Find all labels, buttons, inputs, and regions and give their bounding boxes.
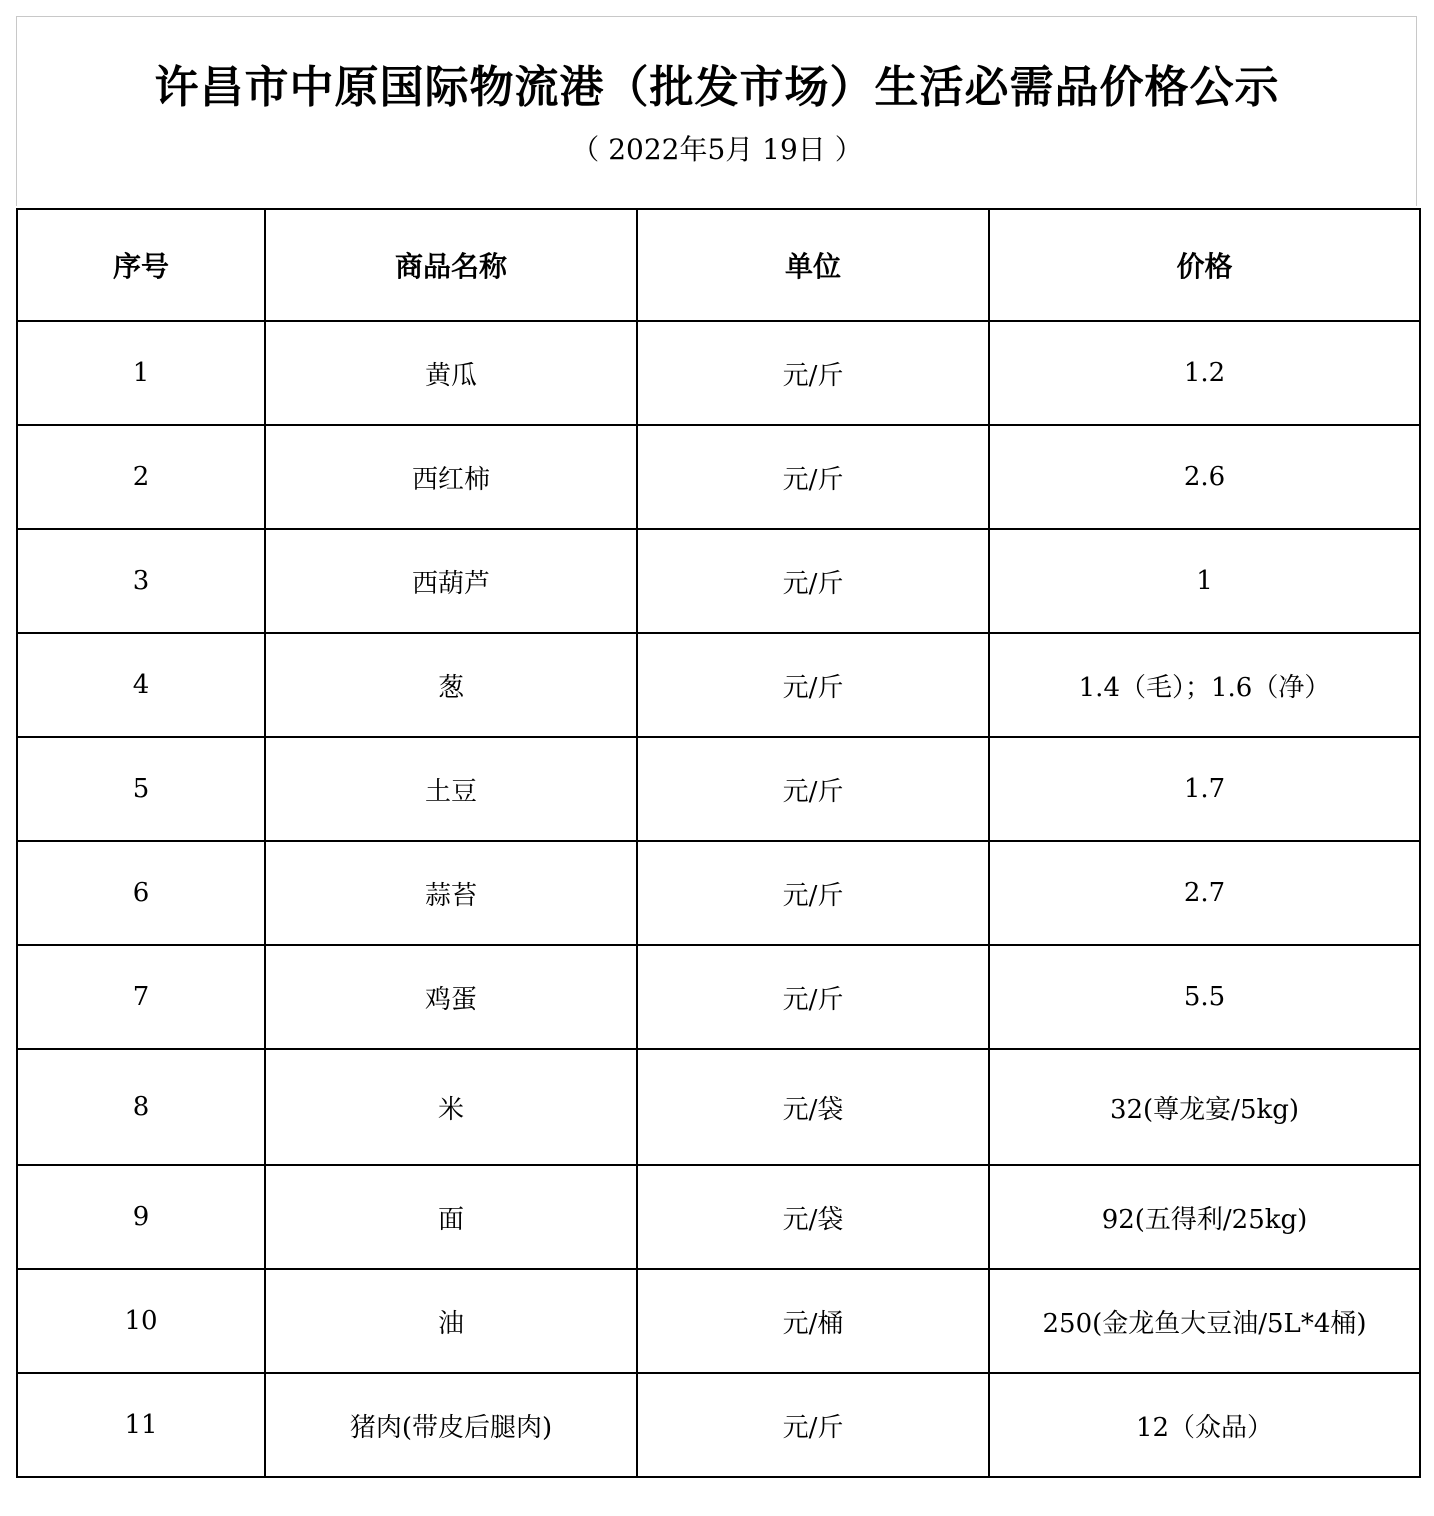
cell-unit: 元/桶 xyxy=(637,1269,989,1373)
cell-name: 土豆 xyxy=(265,737,637,841)
cell-unit: 元/斤 xyxy=(637,529,989,633)
cell-name: 西葫芦 xyxy=(265,529,637,633)
cell-no: 7 xyxy=(17,945,265,1049)
cell-no: 9 xyxy=(17,1165,265,1269)
cell-unit: 元/斤 xyxy=(637,737,989,841)
header-price: 价格 xyxy=(989,209,1420,321)
table-row xyxy=(17,1049,1420,1165)
cell-name: 猪肉(带皮后腿肉) xyxy=(265,1373,637,1477)
cell-price: 1 xyxy=(989,529,1420,633)
cell-unit: 元/斤 xyxy=(637,1373,989,1477)
table-row xyxy=(17,1373,1420,1477)
cell-price: 5.5 xyxy=(989,945,1420,1049)
page-title: 许昌市中原国际物流港（批发市场）生活必需品价格公示 xyxy=(154,62,1280,113)
table-row xyxy=(17,945,1420,1049)
table-row xyxy=(17,737,1420,841)
cell-price: 1.7 xyxy=(989,737,1420,841)
table-row xyxy=(17,529,1420,633)
cell-no: 5 xyxy=(17,737,265,841)
cell-no: 11 xyxy=(17,1373,265,1477)
table-row xyxy=(17,321,1420,425)
cell-no: 4 xyxy=(17,633,265,737)
cell-unit: 元/斤 xyxy=(637,633,989,737)
cell-price: 2.6 xyxy=(989,425,1420,529)
cell-no: 1 xyxy=(17,321,265,425)
cell-price: 32(尊龙宴/5kg) xyxy=(989,1049,1420,1165)
table-row xyxy=(17,1165,1420,1269)
table-row xyxy=(17,633,1420,737)
table-row xyxy=(17,425,1420,529)
cell-no: 3 xyxy=(17,529,265,633)
cell-unit: 元/斤 xyxy=(637,321,989,425)
cell-name: 蒜苔 xyxy=(265,841,637,945)
cell-name: 葱 xyxy=(265,633,637,737)
cell-price: 1.4（毛）；1.6（净） xyxy=(989,633,1420,737)
cell-price: 1.2 xyxy=(989,321,1420,425)
cell-name: 米 xyxy=(265,1049,637,1165)
cell-unit: 元/斤 xyxy=(637,945,989,1049)
header-unit: 单位 xyxy=(637,209,989,321)
header-name: 商品名称 xyxy=(265,209,637,321)
cell-name: 油 xyxy=(265,1269,637,1373)
cell-price: 92(五得利/25kg) xyxy=(989,1165,1420,1269)
table-row xyxy=(17,1269,1420,1373)
cell-name: 黄瓜 xyxy=(265,321,637,425)
publish-date: （ 2022年5月 19日 ） xyxy=(571,133,863,166)
price-table xyxy=(16,208,1421,1478)
cell-unit: 元/斤 xyxy=(637,841,989,945)
table-row xyxy=(17,841,1420,945)
header-no: 序号 xyxy=(17,209,265,321)
cell-no: 6 xyxy=(17,841,265,945)
cell-price: 2.7 xyxy=(989,841,1420,945)
cell-unit: 元/袋 xyxy=(637,1165,989,1269)
cell-price: 12（众品） xyxy=(989,1373,1420,1477)
cell-no: 8 xyxy=(17,1049,265,1165)
cell-unit: 元/袋 xyxy=(637,1049,989,1165)
cell-price: 250(金龙鱼大豆油/5L*4桶) xyxy=(989,1269,1420,1373)
cell-no: 10 xyxy=(17,1269,265,1373)
table-header-row xyxy=(17,209,1420,321)
cell-name: 面 xyxy=(265,1165,637,1269)
cell-name: 西红柿 xyxy=(265,425,637,529)
cell-unit: 元/斤 xyxy=(637,425,989,529)
cell-name: 鸡蛋 xyxy=(265,945,637,1049)
cell-no: 2 xyxy=(17,425,265,529)
